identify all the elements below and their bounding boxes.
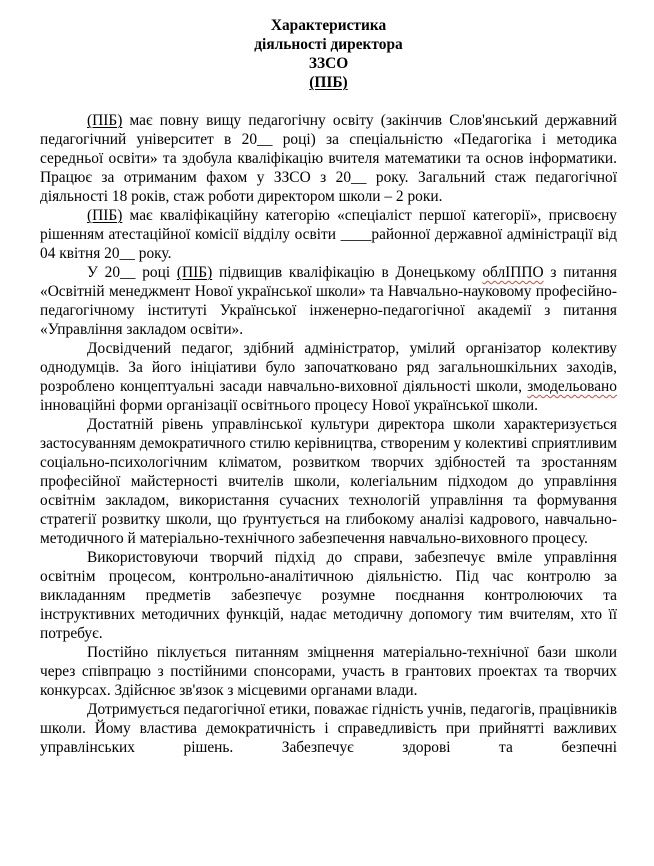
text-segment: Дотримується педагогічної етики, поважає гідність учнів, педагогів, працівників школи. Йому властива демократичність і справедливість при прийнятті важливих управлінських рішень. Забезпечує здорові та безпечні (40, 701, 617, 756)
misspelled-word: облІППО (482, 264, 544, 281)
title-line: ЗЗСО (308, 55, 349, 72)
text-segment: Достатній рівень управлінської культури директора школи характеризується застосуванням демократичного стилю керівництва, створеним у колективі сприятливим соціально-психологічним кліматом, розвитком творчих здібностей та зростанням професійної майстерності вчителів школи, колегіальним підходом до управління освітнім закладом, використання сучасних технологій управління та формування стратегії розвитку школи, що ґрунтується на глибокому аналізі кадрового, навчально-методичного й матеріально-технічного забезпечення навчально-виховного процесу. (40, 416, 617, 547)
paragraph (40, 339, 617, 415)
paragraph (40, 111, 617, 206)
document-body (40, 111, 617, 757)
paragraph (40, 206, 617, 263)
title-line: діяльності директора (254, 36, 403, 53)
document-title (40, 16, 617, 92)
text-segment: має кваліфікаційну категорію «спеціаліст першої категорії», присвоєну рішенням атестаційної комісії відділу освіти ____районної державної адміністрації від 04 квітня 20__ року. (40, 207, 617, 262)
text-segment: Досвідчений педагог, здібний адміністратор, умілий організатор колективу однодумців. За його ініціативи було започатковано ряд загальношкільних заходів, розроблено концептуальні засади навчально-виховної діяльності школи, (40, 340, 617, 395)
text-segment: має повну вищу педагогічну освіту (закінчив Слов'янський державний педагогічний університет в 20__ році) за спеціальністю «Педагогіка і методика середньої освіти» та здобула кваліфікацію вчителя математики та основ інформатики. Працює за отриманим фахом у ЗЗСО з 20__ року. Загальний стаж педагогічної діяльності 18 років, стаж роботи директором школи – 2 роки. (40, 112, 617, 205)
text-segment: Постійно піклується питанням зміцнення матеріально-технічної бази школи через співпрацю з постійними спонсорами, участь в грантових проектах та творчих конкурсах. Здійснює зв'язок з місцевими органами влади. (40, 644, 617, 699)
misspelled-word: змодельовано (527, 378, 617, 395)
text-segment: з питання «Освітній менеджмент Нової української школи» та Навчально-науковому професійно-педагогічному інституті Української інженерно-педагогічної академії з питання «Управління закладом освіти». (40, 264, 617, 338)
text-segment: У 20__ році (87, 264, 177, 281)
paragraph (40, 700, 617, 757)
text-segment: Використовуючи творчий підхід до справи, забезпечує вміле управління освітнім процесом, контрольно-аналітичною діяльністю. Під час контролю за викладанням предметів забезпечує розумне поєднання контролюючих та інструктивних методичних функцій, надає методичну допомогу тим вчителям, хто її потребує. (40, 549, 617, 642)
paragraph (40, 263, 617, 339)
pib-placeholder: (ПІБ) (87, 112, 123, 129)
title-line: Характеристика (270, 17, 387, 34)
paragraph (40, 548, 617, 643)
text-segment: підвищив кваліфікацію в Донецькому (212, 264, 483, 281)
text-segment: інноваційні форми організації освітнього процесу Нової української школи. (40, 397, 539, 414)
pib-placeholder: (ПІБ) (87, 207, 123, 224)
pib-placeholder: (ПІБ) (176, 264, 213, 281)
paragraph (40, 415, 617, 548)
paragraph (40, 643, 617, 700)
title-line-pib-placeholder: (ПІБ) (309, 74, 348, 91)
